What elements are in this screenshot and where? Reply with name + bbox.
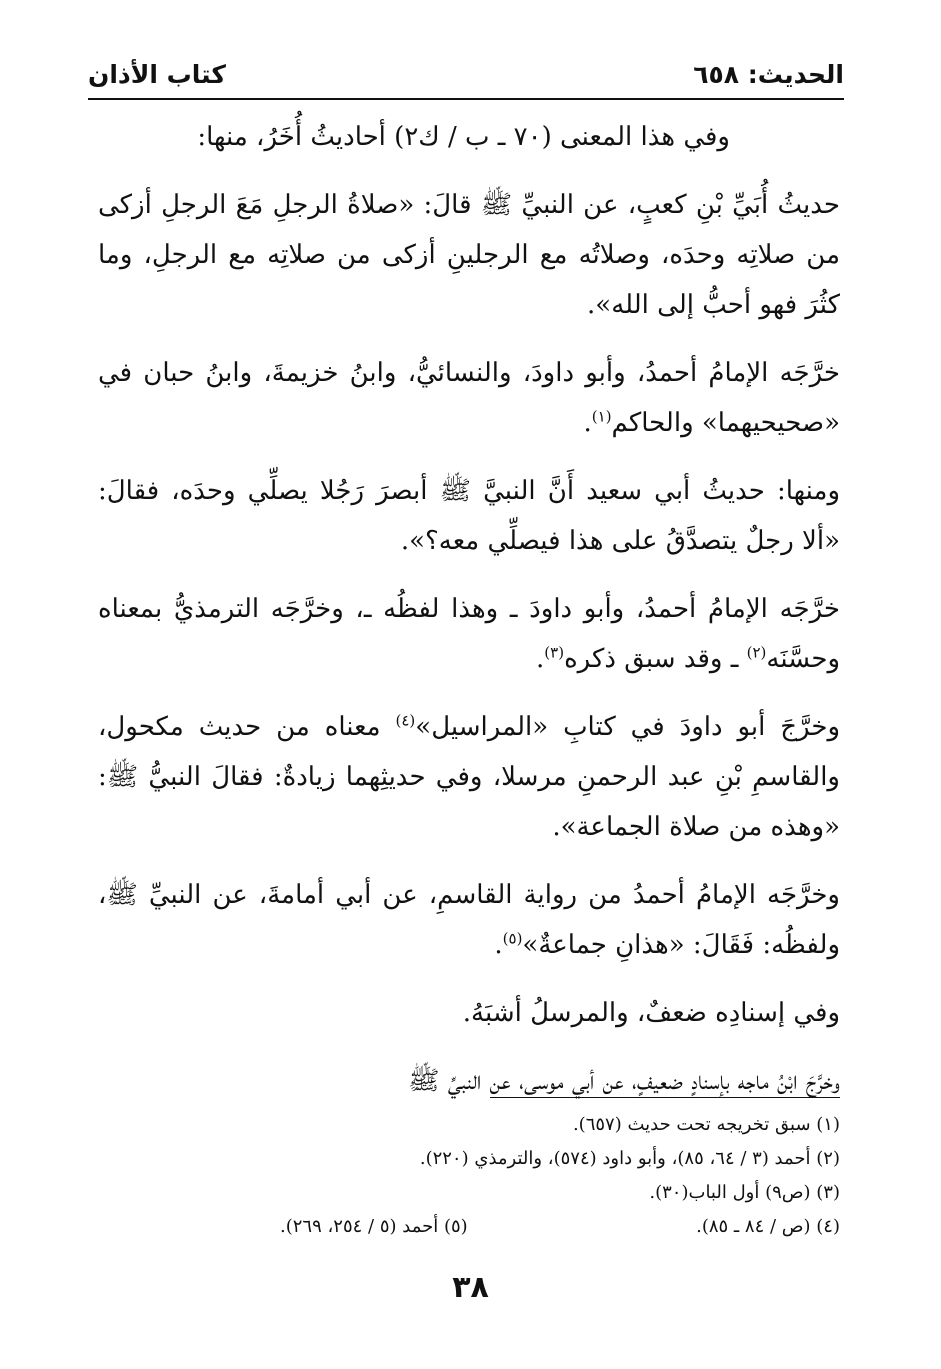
paragraph-isnad: وفي إسنادِه ضعفٌ، والمرسلُ أشبَهُ.	[462, 998, 840, 1028]
footnote-marker-3: (٣)	[544, 643, 565, 662]
paragraph-takhrij-1	[98, 348, 840, 448]
paragraph-text: وخرَّجَه الإمامُ أحمدُ من رواية القاسمِ، عن أبي أمامةَ، عن النبيِّ ﷺ، ولفظُه: فَقَالَ: «هذانِ جماعةٌ»	[98, 880, 840, 960]
footnote-marker-4: (٤)	[395, 711, 416, 730]
paragraph-intro: وفي هذا المعنى (٧٠ ـ ب / ك٢) أحاديثُ أُخَرُ، منها:	[197, 122, 730, 152]
footnote-4: (٤) (ص / ٨٤ ـ ٨٥).	[696, 1216, 840, 1237]
page-header	[88, 58, 844, 100]
footnote-2: (٢) أحمد (٣ / ٦٤، ٨٥)، وأبو داود (٥٧٤)، والترمذي (٢٢٠).	[419, 1148, 840, 1169]
paragraph-abi-umamah	[98, 870, 840, 970]
paragraph-marasil	[98, 702, 840, 852]
footnote-5: (٥) أحمد (٥ / ٢٥٤، ٢٦٩).	[280, 1216, 468, 1237]
main-text	[98, 112, 840, 1124]
paragraph-text: ـ وقد سبق ذكره	[564, 644, 739, 674]
footnote-marker-5: (٥)	[502, 929, 523, 948]
paragraph-text: خرَّجَه الإمامُ أحمدُ، وأبو داودَ ـ وهذا لفظُه ـ، وخرَّجَه الترمذيُّ بمعناه وحسَّنَه	[98, 594, 840, 674]
paragraph-text: معناه من حديث مكحول، والقاسمِ بْنِ عبد الرحمنِ مرسلا، وفي حديثِهما زيادةٌ: فقالَ النبيُّ ﷺ: «وهذه من صلاة الجماعة».	[98, 712, 840, 842]
footnote-marker-2: (٢)	[746, 643, 767, 662]
paragraph-hadith-abi-said: ومنها: حديثُ أبي سعيد أَنَّ النبيَّ ﷺ أبصرَ رَجُلا يصلِّي وحدَه، فقالَ: «ألا رجلٌ يتصدَّقُ على هذا فيصلِّي معه؟».	[98, 476, 840, 556]
footnotes	[280, 1108, 840, 1244]
paragraph-ibn-majah: وخرَّجَ ابْنُ ماجه بإسنادٍ ضعيفٍ، عن أبي موسى، عن النبيِّ ﷺ	[408, 1066, 840, 1096]
footnote-3: (٣) (ص٩) أول الباب(٣٠).	[649, 1182, 840, 1203]
period: .	[494, 930, 503, 960]
period: .	[536, 644, 545, 674]
footnote-marker-1: (١)	[591, 407, 612, 426]
footnote-divider	[490, 1097, 840, 1098]
paragraph-text: خرَّجَه الإمامُ أحمدُ، وأبو داودَ، والنسائيُّ، وابنُ خزيمةَ، وابنُ حبان في «صحيحيهما» والحاكم	[98, 358, 840, 438]
hadith-number: الحديث: ٦٥٨	[693, 60, 844, 89]
page-number: ٣٨	[452, 1270, 489, 1305]
period: .	[583, 408, 592, 438]
paragraph-text: وخرَّجَ أبو داودَ في كتابِ «المراسيل»	[415, 712, 841, 742]
paragraph-hadith-ubayy: حديثُ أُبَيِّ بْنِ كعبٍ، عن النبيِّ ﷺ قالَ: «صلاةُ الرجلِ مَعَ الرجلِ أزكى من صلاتِه وحدَه، وصلاتُه مع الرجلينِ أزكى من صلاتِه مع الرجلِ، وما كثُرَ فهو أحبُّ إلى الله».	[98, 190, 840, 320]
book-title: كتاب الأذان	[88, 60, 226, 89]
footnote-1: (١) سبق تخريجه تحت حديث (٦٥٧).	[572, 1114, 840, 1135]
paragraph-takhrij-2	[98, 584, 840, 684]
footnote-row	[280, 1210, 840, 1244]
